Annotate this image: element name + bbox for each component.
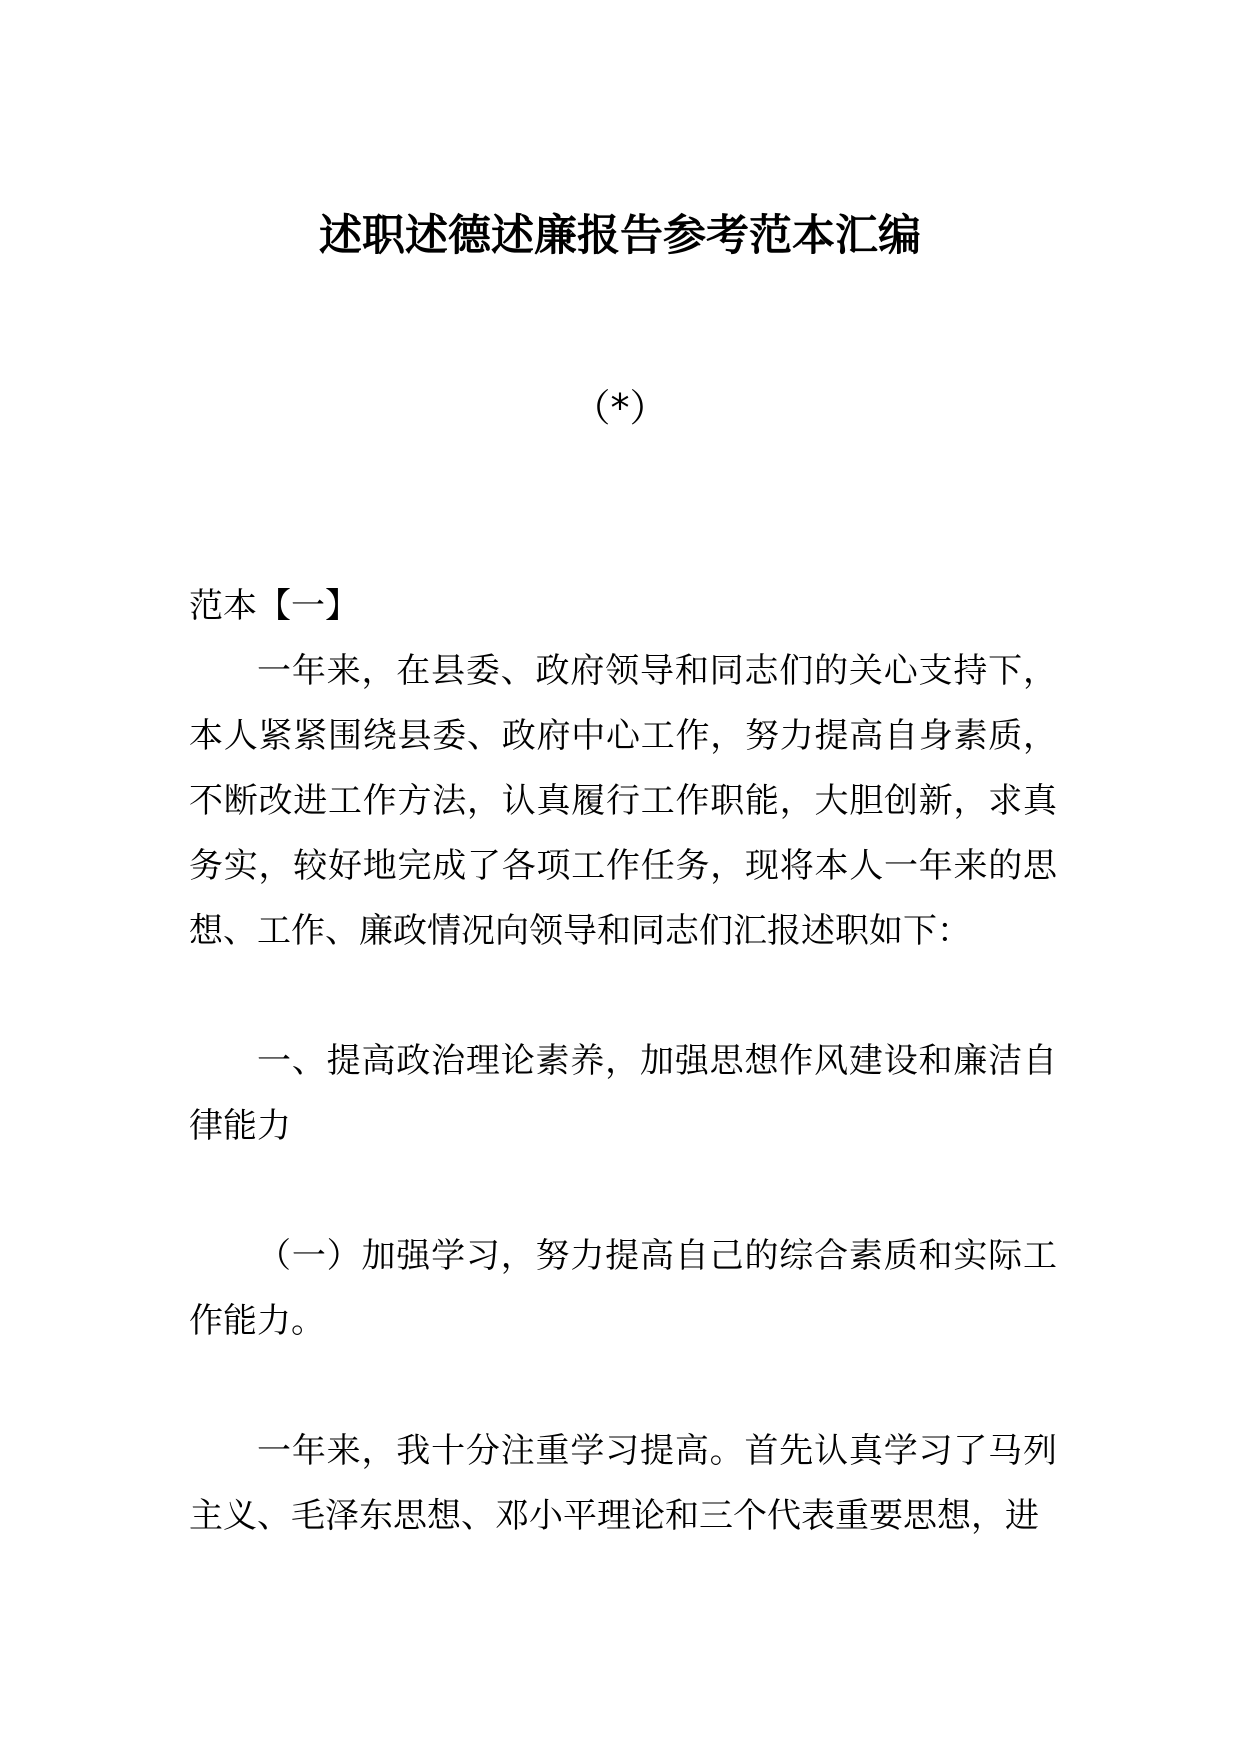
- page-subtitle: （*）: [572, 386, 668, 430]
- document-body: [189, 574, 1057, 1549]
- paragraph-study: 一年来，我十分注重学习提高。首先认真学习了马列主义、毛泽东思想、邓小平理论和三个代表重要思想，进: [189, 1431, 1057, 1536]
- subheading-one: （一）加强学习，努力提高自己的综合素质和实际工作能力。: [189, 1236, 1057, 1341]
- section-label: 范本【一】: [189, 586, 359, 626]
- paragraph-intro: 一年来，在县委、政府领导和同志们的关心支持下，本人紧紧围绕县委、政府中心工作，努力提高自身素质，不断改进工作方法，认真履行工作职能，大胆创新，求真务实，较好地完成了各项工作任务，现将本人一年来的思想、工作、廉政情况向领导和同志们汇报述职如下：: [189, 651, 1057, 951]
- page-title: 述职述德述廉报告参考范本汇编: [319, 211, 921, 261]
- heading-one: 一、提高政治理论素养，加强思想作风建设和廉洁自律能力: [189, 1041, 1057, 1146]
